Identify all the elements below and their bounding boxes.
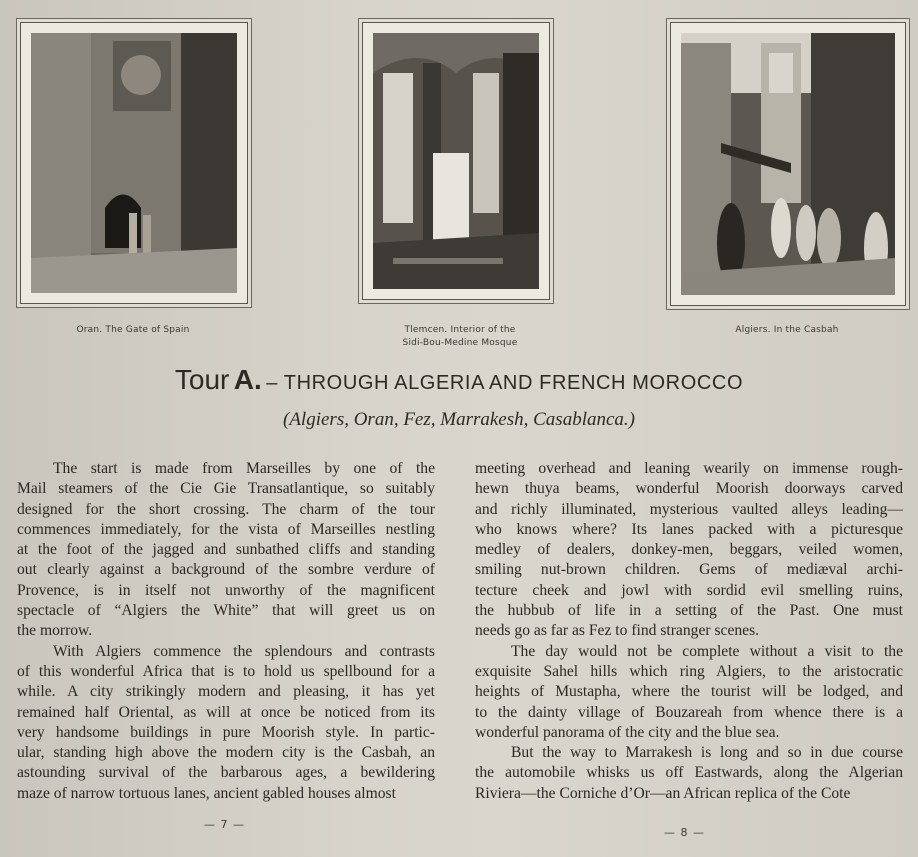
text-line: designed for the short crossing. The charm of the tour xyxy=(17,500,435,518)
text-line: the automobile whisks us off Eastwards, along the Algerian xyxy=(475,764,903,782)
photo-frame-algiers xyxy=(670,22,906,306)
text-line: astounding survival of the barbarous ages, a bewildering xyxy=(17,764,435,782)
text-line: With Algiers commence the splendours and contrasts xyxy=(53,642,435,660)
right-column xyxy=(475,459,903,804)
photo-frame-tlemcen xyxy=(362,22,550,300)
left-column xyxy=(17,459,435,804)
text-line: the hubbub of life in a setting of the Past. One must xyxy=(475,602,903,620)
text-line: Mail steamers of the Cie Gie Transatlantique, so suitably xyxy=(17,480,435,498)
title-subtitle: – THROUGH ALGERIA AND FRENCH MOROCCO xyxy=(266,372,744,394)
text-line: and richly illuminated, mysterious vaulted alleys leading— xyxy=(475,500,903,518)
text-line: remained half Oriental, as will at once be noticed from its xyxy=(17,703,435,721)
text-line: out clearly against a background of the sombre verdure of xyxy=(17,561,435,579)
text-line: ular, standing high above the modern city is the Casbah, an xyxy=(17,744,435,762)
text-line: meeting overhead and leaning wearily on immense rough- xyxy=(475,460,903,477)
caption-line: Tlemcen. Interior of the xyxy=(404,325,516,335)
page-number-left: — 7 — xyxy=(204,818,245,831)
caption-tlemcen xyxy=(340,324,580,350)
text-line: at the foot of the jagged and sunbathed cliffs and standing xyxy=(17,541,435,559)
text-line: hewn thuya beams, wonderful Moorish doorways carved xyxy=(475,480,903,498)
text-line: needs go as far as Fez to find stranger scenes. xyxy=(475,622,760,640)
page-number-right: — 8 — xyxy=(664,826,705,839)
text-line: to the dainty village of Bouzareah from whence there is a xyxy=(475,703,903,721)
text-line: wonderful panorama of the city and the blue sea. xyxy=(475,723,780,741)
caption-line: Algiers. In the Casbah xyxy=(735,325,839,335)
gate-archway-photo xyxy=(31,33,237,293)
text-line: tecture cheek and jowl with sordid evil smelling ruins, xyxy=(475,581,903,599)
caption-line: Sidi-Bou-Medine Mosque xyxy=(402,338,518,348)
caption-algiers xyxy=(670,324,904,337)
title-word: Tour xyxy=(174,364,230,395)
text-line: heights of Mustapha, where the tourist will be lodged, and xyxy=(475,683,903,701)
text-line: But the way to Marrakesh is long and so in due course xyxy=(511,744,903,762)
mosque-interior-photo xyxy=(373,33,539,289)
photo-frame-oran xyxy=(20,22,248,304)
text-line: very handsome buildings in pure Moorish style. In partic- xyxy=(17,723,435,741)
casbah-street-photo xyxy=(681,33,895,295)
text-line: who knows where? Its lanes packed with a picturesque xyxy=(475,520,903,538)
text-line: of this wonderful Africa that is to hold us spellbound for a xyxy=(17,662,435,680)
text-line: commences immediately, for the vista of Marseilles nestling xyxy=(17,520,435,538)
text-line: Provence, is in itself not unworthy of the magnificent xyxy=(17,581,435,599)
text-line: smiling nut-brown children. Gems of mediæval archi- xyxy=(475,561,903,579)
text-line: the morrow. xyxy=(17,622,93,640)
text-line: while. A city strikingly modern and pleasing, it has yet xyxy=(17,683,435,701)
mosque-interior-illustration xyxy=(373,33,539,289)
page-title xyxy=(0,364,918,396)
text-line: Riviera—the Corniche d’Or—an African replica of the Cote xyxy=(475,784,851,802)
text-line: medley of dealers, donkey-men, beggars, veiled women, xyxy=(475,541,903,559)
text-line: exquisite Sahel hills which ring Algiers, to the aristocratic xyxy=(475,662,903,680)
text-line: The start is made from Marseilles by one of the xyxy=(53,460,435,477)
text-line: The day would not be complete without a visit to the xyxy=(511,642,903,660)
tour-places: (Algiers, Oran, Fez, Marrakesh, Casablanca.) xyxy=(283,409,635,430)
text-line: spectacle of “Algiers the White” that will greet us on xyxy=(17,602,435,620)
casbah-street-illustration xyxy=(681,33,895,295)
caption-oran xyxy=(20,324,246,337)
gate-archway-illustration xyxy=(31,33,237,293)
caption-line: Oran. The Gate of Spain xyxy=(76,325,190,335)
title-letter: A. xyxy=(233,364,262,395)
text-line: maze of narrow tortuous lanes, ancient gabled houses almost xyxy=(17,784,396,802)
